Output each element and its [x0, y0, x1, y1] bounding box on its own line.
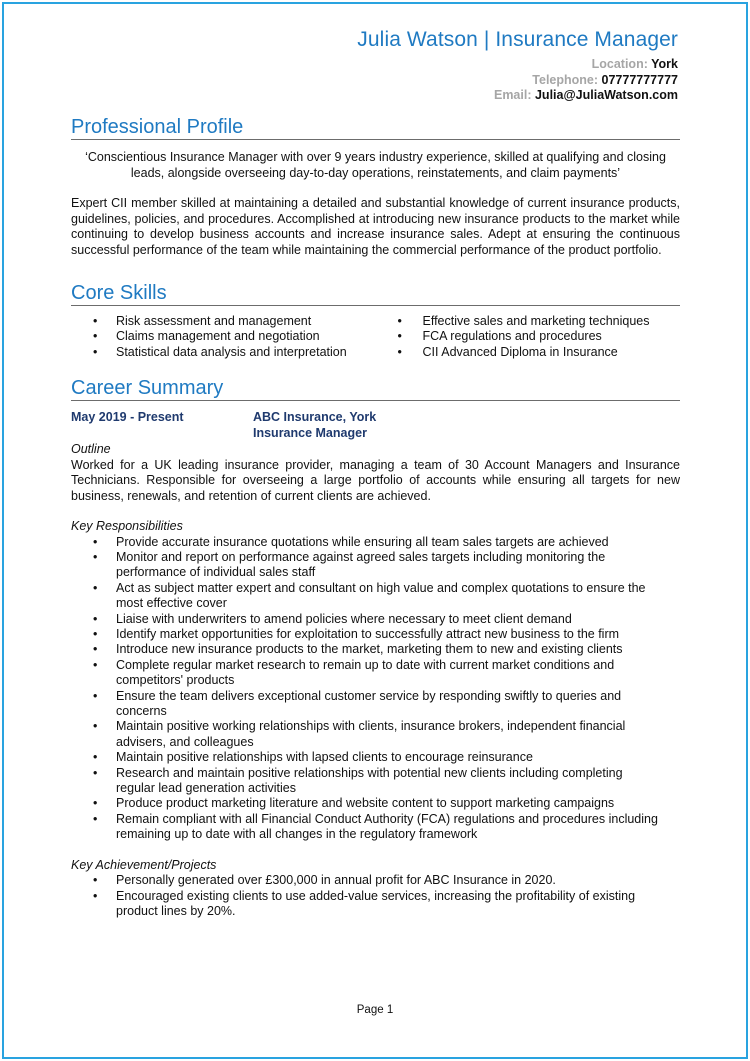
- bullet-icon: •: [93, 888, 98, 903]
- list-item: • Statistical data analysis and interpretation: [93, 344, 347, 359]
- bullet-icon: •: [93, 626, 98, 641]
- bullet-icon: •: [93, 796, 98, 811]
- achievements-label: Key Achievement/Projects: [71, 857, 217, 872]
- list-item: • Risk assessment and management: [93, 314, 312, 328]
- bullet-icon: •: [93, 642, 98, 657]
- skills-column-left: [71, 314, 376, 360]
- outline-text: Worked for a UK leading insurance provider, managing a team of 30 Account Managers and Insurance Technicians. Responsible for overseeing a large portfolio of accounts while ensuring all targets for new business, renewals, and retention of current clients are achieved.: [71, 457, 680, 503]
- bullet-icon: •: [93, 611, 98, 626]
- achievements-list: [71, 873, 660, 919]
- bullet-icon: •: [93, 657, 98, 672]
- location-line: [357, 57, 678, 73]
- list-item: • Maintain positive relationships with lapsed clients to encourage reinsurance: [93, 750, 533, 765]
- location-label: Location:: [591, 57, 648, 71]
- bullet-icon: •: [93, 688, 98, 703]
- list-item: • Complete regular market research to remain up to date with current market conditions and competitors' products: [93, 657, 615, 688]
- list-item: • Act as subject matter expert and consultant on high value and complex quotations to ensure the most effective cover: [93, 580, 646, 611]
- list-item: • Introduce new insurance products to the market, marketing them to new and existing clients: [93, 642, 623, 657]
- list-item: • Encouraged existing clients to use added-value services, increasing the profitability of existing product lines by 20%.: [93, 888, 636, 918]
- list-item: • Ensure the team delivers exceptional customer service by responding swiftly to queries and concerns: [93, 688, 622, 718]
- bullet-icon: •: [93, 873, 98, 888]
- page-number: Page 1: [356, 1004, 394, 1016]
- list-item: • Provide accurate insurance quotations while ensuring all team sales targets are achieved: [93, 534, 609, 549]
- job-employer-block: [253, 410, 376, 441]
- email-label: Email:: [493, 88, 532, 102]
- responsibilities-label: Key Responsibilities: [71, 519, 183, 533]
- telephone-value: 07777777777: [601, 72, 678, 87]
- list-item: • Produce product marketing literature and website content to support marketing campaigns: [93, 796, 615, 811]
- outline-label: Outline: [71, 442, 111, 456]
- telephone-label: Telephone:: [532, 72, 599, 87]
- section-title: Core Skills: [71, 282, 680, 306]
- profile-quote: ‘Conscientious Insurance Manager with over 9 years industry experience, skilled at qualifying and closing leads, alongside overseeing day-to-day operations, reinstatements, and claim payments’: [85, 150, 666, 180]
- list-item: • Liaise with underwriters to amend policies where necessary to meet client demand: [93, 611, 572, 626]
- bullet-icon: •: [93, 750, 98, 765]
- bullet-icon: •: [93, 719, 98, 734]
- job-employer: ABC Insurance, York: [253, 410, 377, 424]
- job-dates: May 2019 - Present: [71, 410, 184, 424]
- section-title: Career Summary: [71, 377, 680, 401]
- list-item: • Identify market opportunities for exploitation to successfully attract new business to the firm: [93, 626, 620, 641]
- header: [357, 28, 678, 104]
- bullet-icon: •: [93, 580, 98, 595]
- list-item: • Personally generated over £300,000 in annual profit for ABC Insurance in 2020.: [93, 873, 556, 888]
- bullet-icon: •: [93, 344, 98, 359]
- profile-body: Expert CII member skilled at maintaining a detailed and substantial knowledge of current insurance products, guidelines, policies, and procedures. Accomplished at introducing new insurance products to the market while continuing to develop business accounts and increase insurance sales. Adept at ensuring the continuous successful performance of the team while maintaining the commercial performance of the product portfolio.: [71, 196, 680, 257]
- bullet-icon: •: [93, 534, 98, 549]
- bullet-icon: •: [93, 314, 98, 328]
- email-line: [357, 88, 678, 104]
- bullet-icon: •: [93, 549, 98, 564]
- list-item: • CII Advanced Diploma in Insurance: [397, 344, 618, 359]
- list-item: • Remain compliant with all Financial Conduct Authority (FCA) regulations and procedures including remaining up to date with all changes in the regulatory framework: [93, 811, 658, 842]
- bullet-icon: •: [93, 765, 98, 780]
- bullet-icon: •: [397, 314, 402, 328]
- skills-columns: [71, 314, 680, 360]
- section-title: Professional Profile: [71, 116, 680, 140]
- email-value: Julia@JuliaWatson.com: [534, 88, 678, 102]
- bullet-icon: •: [397, 329, 402, 344]
- career-summary-section: [71, 377, 680, 919]
- list-item: • FCA regulations and procedures: [397, 329, 602, 344]
- bullet-icon: •: [93, 811, 98, 826]
- list-item: • Maintain positive working relationships with clients, insurance brokers, independent financial advisers, and colleagues: [93, 719, 626, 749]
- bullet-icon: •: [93, 329, 98, 344]
- list-item: • Research and maintain positive relationships with potential new clients including completing regular lead generation activities: [93, 765, 623, 795]
- professional-profile-section: [71, 116, 680, 258]
- job-heading: [71, 410, 680, 441]
- candidate-name: Julia Watson | Insurance Manager: [357, 28, 678, 51]
- list-item: • Monitor and report on performance against agreed sales targets including monitoring the performance of individual sales staff: [93, 549, 606, 580]
- responsibilities-list: [71, 535, 660, 843]
- telephone-line: [357, 73, 678, 89]
- skills-column-right: [376, 314, 681, 360]
- list-item: • Effective sales and marketing techniques: [397, 314, 650, 328]
- location-value: York: [651, 57, 678, 71]
- job-title: Insurance Manager: [253, 425, 367, 440]
- core-skills-section: [71, 282, 680, 360]
- list-item: • Claims management and negotiation: [93, 329, 320, 344]
- bullet-icon: •: [397, 344, 402, 359]
